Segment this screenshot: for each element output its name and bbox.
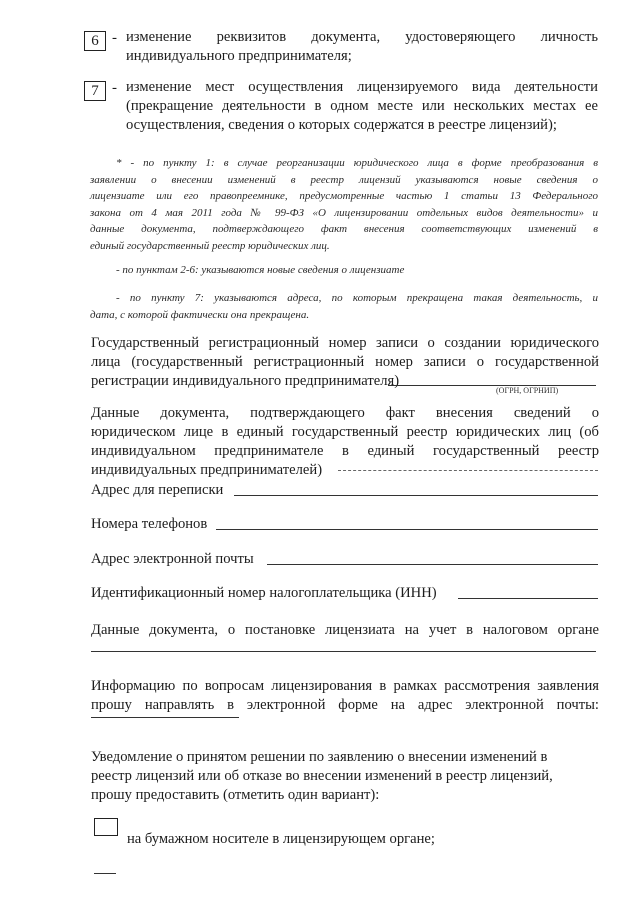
ogrn-field[interactable]	[388, 385, 596, 386]
egrul-doc-field[interactable]	[338, 470, 598, 471]
egrul-doc-label: Данные документа, подтверждающего факт внесения сведений о юридическом лице в единый государственный реестр юридических лиц (об индивидуальном предпринимателе в единый государственный реестр индивидуальных предпринимателей)	[91, 405, 599, 478]
footnote-reorganization: * - по пункту 1: в случае реорганизации юридического лица в форме преобразования в заявлении о внесении изменений в реестр лицензий указываются новые сведения о лицензиате или его правопреемнике, предусмотренные частью 1 статьи 13 Федерального закона от 4 мая 2011 года № 99-ФЗ «О лицензировании отдельных видов деятельности» и данные документа, подтверждающего факт внесения соответствующих изменений в единый государственный реестр юридических лиц.	[90, 157, 598, 252]
ogrn-caption: (ОГРН, ОГРНИП)	[496, 386, 559, 395]
notice-label: Уведомление о принятом решении по заявлению о внесении изменений в реестр лицензий или об отказе во внесении изменений в реестр лицензий, прошу предоставить (отметить один вариант):	[91, 749, 553, 803]
tax-doc-label: Данные документа, о постановке лицензиата на учет в налоговом органе	[91, 622, 599, 638]
email-label: Адрес электронной почты	[91, 551, 254, 567]
item-text: изменение реквизитов документа, удостоверяющего личность индивидуального предпринимателя;	[126, 29, 598, 64]
phones-label: Номера телефонов	[91, 516, 208, 532]
next-option-checkbox[interactable]	[94, 873, 116, 874]
inn-label: Идентификационный номер налогоплательщика (ИНН)	[91, 585, 437, 601]
address-field[interactable]	[234, 495, 598, 496]
footnote-point-7: - по пункту 7: указываются адреса, по которым прекращена такая деятельность, и дата, с которой фактически она прекращена.	[90, 292, 598, 321]
inn-field[interactable]	[458, 598, 598, 599]
info-email-field[interactable]	[91, 717, 239, 718]
tax-doc-field[interactable]	[91, 651, 596, 652]
item-text: изменение мест осуществления лицензируемого вида деятельности (прекращение деятельности в одном месте или нескольких местах ее осуществления, сведения о которых содержатся в реестре лицензий);	[126, 79, 598, 133]
footnote-points-2-6: - по пунктам 2-6: указываются новые сведения о лицензиате	[116, 264, 405, 276]
item-number-box: 6	[84, 31, 106, 51]
paper-option-checkbox[interactable]	[94, 818, 118, 836]
email-field[interactable]	[267, 564, 598, 565]
ogrn-label: Государственный регистрационный номер записи о создании юридического лица (государственный регистрационный номер записи о государственной регистрации индивидуального предпринимателя)	[91, 335, 599, 389]
paper-option-label: на бумажном носителе в лицензирующем органе;	[127, 831, 435, 847]
address-label: Адрес для переписки	[91, 482, 224, 498]
info-email-label: Информацию по вопросам лицензирования в рамках рассмотрения заявления прошу направлять в электронной форме на адрес электронной почты:	[91, 678, 599, 713]
item-dash: -	[112, 80, 117, 96]
phones-field[interactable]	[216, 529, 598, 530]
item-number-box: 7	[84, 81, 106, 101]
item-dash: -	[112, 30, 117, 46]
